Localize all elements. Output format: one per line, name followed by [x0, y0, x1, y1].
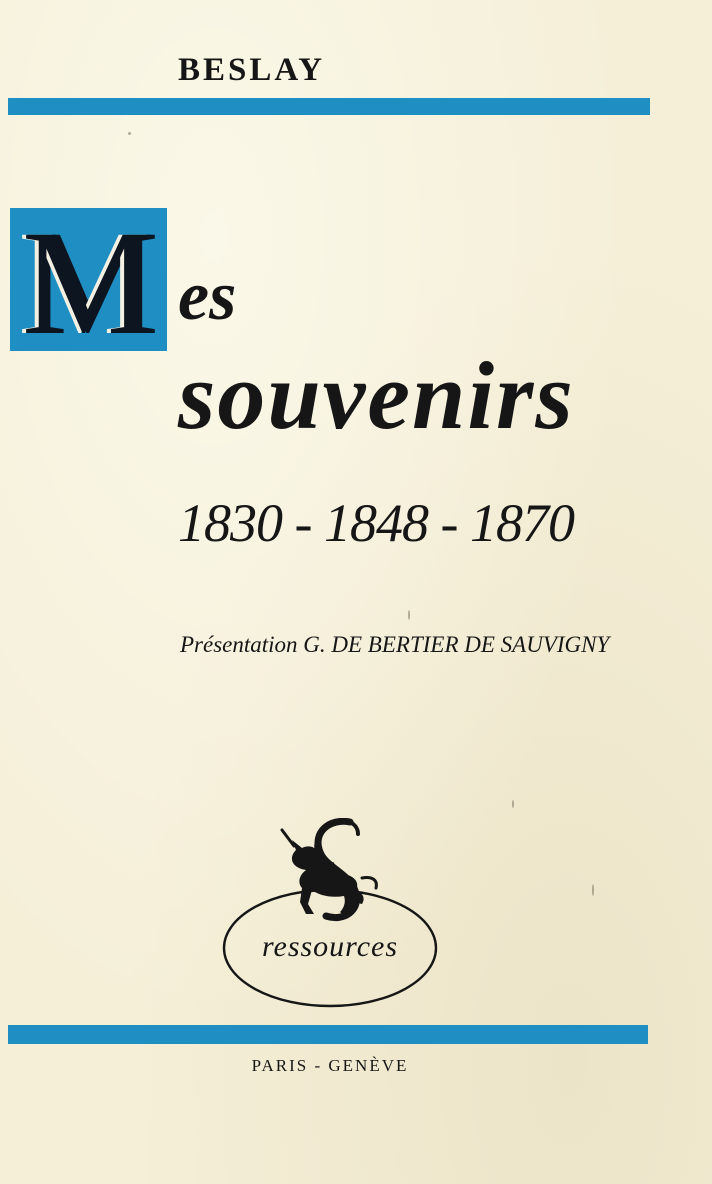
unicorn-s-icon: [222, 818, 438, 1014]
publisher-logo: [222, 818, 438, 1014]
bottom-rule: [8, 1025, 648, 1044]
title-second-line: souvenirs: [178, 342, 575, 449]
author-name: BESLAY: [178, 52, 326, 88]
title-initial-letter: M: [21, 208, 156, 351]
paper-speck: [512, 800, 514, 808]
publisher-logo-text: ressources: [261, 930, 399, 963]
title-first-line: es: [178, 258, 237, 335]
presentation-credit: Présentation G. DE BERTIER DE SAUVIGNY: [180, 632, 610, 657]
title-initial-box: [10, 208, 167, 351]
publisher-place: PARIS - GENÈVE: [251, 1056, 409, 1075]
paper-speck: [408, 610, 410, 620]
top-rule: [8, 98, 650, 115]
subtitle-dates: 1830 - 1848 - 1870: [178, 493, 574, 553]
paper-speck: [592, 884, 594, 896]
paper-speck: [128, 132, 131, 135]
